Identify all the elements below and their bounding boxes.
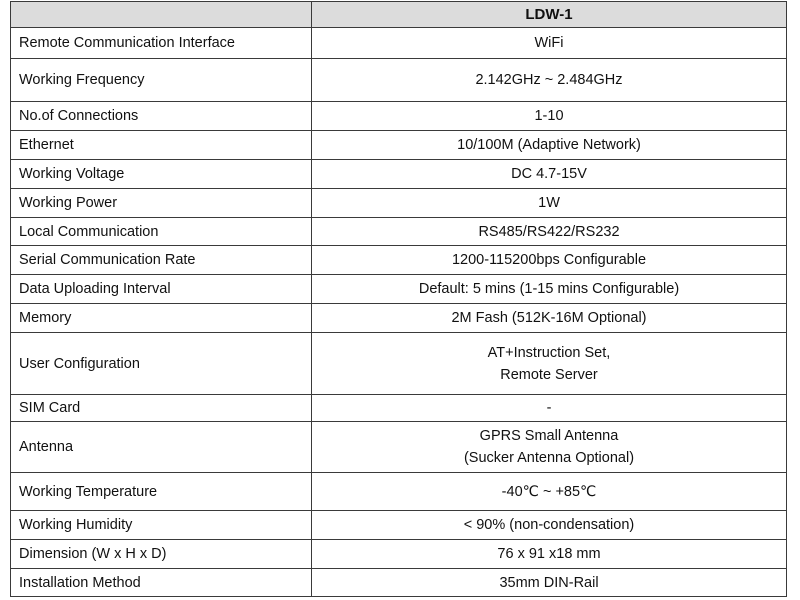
row-value: DC 4.7-15V (312, 160, 787, 189)
row-label: SIM Card (11, 395, 312, 422)
row-value: Default: 5 mins (1-15 mins Configurable) (312, 275, 787, 304)
row-label: Dimension (W x H x D) (11, 540, 312, 569)
table-row (11, 218, 787, 246)
row-value: 1200-115200bps Configurable (312, 246, 787, 275)
table-row (11, 59, 787, 102)
row-label: Remote Communication Interface (11, 28, 312, 59)
table-row (11, 131, 787, 160)
table-row (11, 333, 787, 395)
table-row (11, 246, 787, 275)
table-row (11, 102, 787, 131)
header-parameter-cell (11, 2, 312, 28)
row-label: Working Frequency (11, 59, 312, 102)
table-row (11, 160, 787, 189)
row-value: 1W (312, 189, 787, 218)
table-row (11, 511, 787, 540)
table-row (11, 473, 787, 511)
row-value: AT+Instruction Set, Remote Server (312, 333, 787, 395)
table-row (11, 395, 787, 422)
row-label: User Configuration (11, 333, 312, 395)
table-row (11, 189, 787, 218)
row-label: Data Uploading Interval (11, 275, 312, 304)
row-label: Working Voltage (11, 160, 312, 189)
row-value: 2.142GHz ~ 2.484GHz (312, 59, 787, 102)
row-label: Working Humidity (11, 511, 312, 540)
row-value: -40℃ ~ +85℃ (312, 473, 787, 511)
row-value: - (312, 395, 787, 422)
table-row (11, 422, 787, 473)
table-row (11, 304, 787, 333)
header-model-cell: LDW-1 (312, 2, 787, 28)
table-header-row (11, 2, 787, 28)
row-value: 1-10 (312, 102, 787, 131)
row-label: Working Power (11, 189, 312, 218)
table-row (11, 275, 787, 304)
row-label: Serial Communication Rate (11, 246, 312, 275)
row-value: 76 x 91 x18 mm (312, 540, 787, 569)
row-value: < 90% (non-condensation) (312, 511, 787, 540)
row-value: GPRS Small Antenna (Sucker Antenna Optional) (312, 422, 787, 473)
row-label: Antenna (11, 422, 312, 473)
row-value: RS485/RS422/RS232 (312, 218, 787, 246)
row-label: Installation Method (11, 569, 312, 597)
row-label: Working Temperature (11, 473, 312, 511)
row-value: 10/100M (Adaptive Network) (312, 131, 787, 160)
row-label: Ethernet (11, 131, 312, 160)
row-value: 35mm DIN-Rail (312, 569, 787, 597)
row-label: Local Communication (11, 218, 312, 246)
table-row (11, 569, 787, 597)
spec-table (10, 1, 787, 597)
row-value: 2M Fash (512K-16M Optional) (312, 304, 787, 333)
table-row (11, 540, 787, 569)
row-label: Memory (11, 304, 312, 333)
row-value: WiFi (312, 28, 787, 59)
table-row (11, 28, 787, 59)
row-label: No.of Connections (11, 102, 312, 131)
